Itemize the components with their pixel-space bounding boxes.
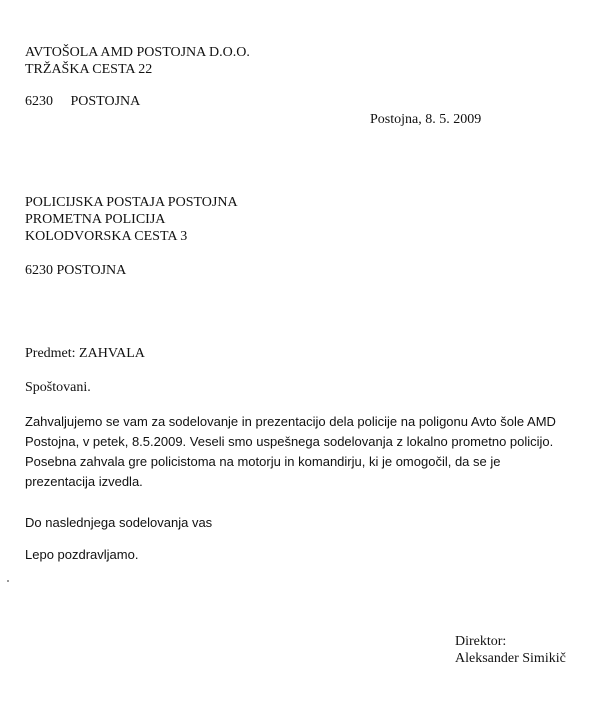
- sender-address: [25, 44, 250, 78]
- body-line: prezentacija izvedla.: [25, 474, 143, 489]
- recipient-line: PROMETNA POLICIJA: [25, 212, 166, 227]
- letter-subject: Predmet: ZAHVALA: [25, 346, 145, 361]
- letter-date: Postojna, 8. 5. 2009: [370, 112, 482, 127]
- sender-street: TRŽAŠKA CESTA 22: [25, 62, 153, 77]
- body-line: Posebna zahvala gre policistoma na motorju in komandirju, ki je omogočil, da se je: [25, 454, 501, 469]
- letter-body: [25, 412, 556, 492]
- body-line: Zahvaljujemo se vam za sodelovanje in prezentacijo dela policije na poligonu Avto šole AMD: [25, 414, 556, 429]
- recipient-line: KOLODVORSKA CESTA 3: [25, 229, 188, 244]
- sender-company: AVTOŠOLA AMD POSTOJNA D.O.O.: [25, 45, 250, 60]
- recipient-line: POLICIJSKA POSTAJA POSTOJNA: [25, 195, 238, 210]
- letter-salutation: Spoštovani.: [25, 380, 91, 395]
- signature-name: Aleksander Simikič: [455, 651, 566, 666]
- scan-artifact: [7, 580, 9, 582]
- sender-city: POSTOJNA: [70, 94, 141, 109]
- recipient-postal-line: 6230 POSTOJNA: [25, 263, 127, 278]
- signature-block: [455, 633, 566, 667]
- sender-postal-code: 6230: [25, 94, 53, 109]
- recipient-address: [25, 194, 238, 245]
- sender-postal-line: [25, 93, 140, 110]
- body-line: Postojna, v petek, 8.5.2009. Veseli smo uspešnega sodelovanja z lokalno prometno policijo.: [25, 434, 554, 449]
- letter-regards: Lepo pozdravljamo.: [25, 547, 139, 562]
- letter-closing: Do naslednjega sodelovanja vas: [25, 515, 213, 530]
- signature-title: Direktor:: [455, 634, 507, 649]
